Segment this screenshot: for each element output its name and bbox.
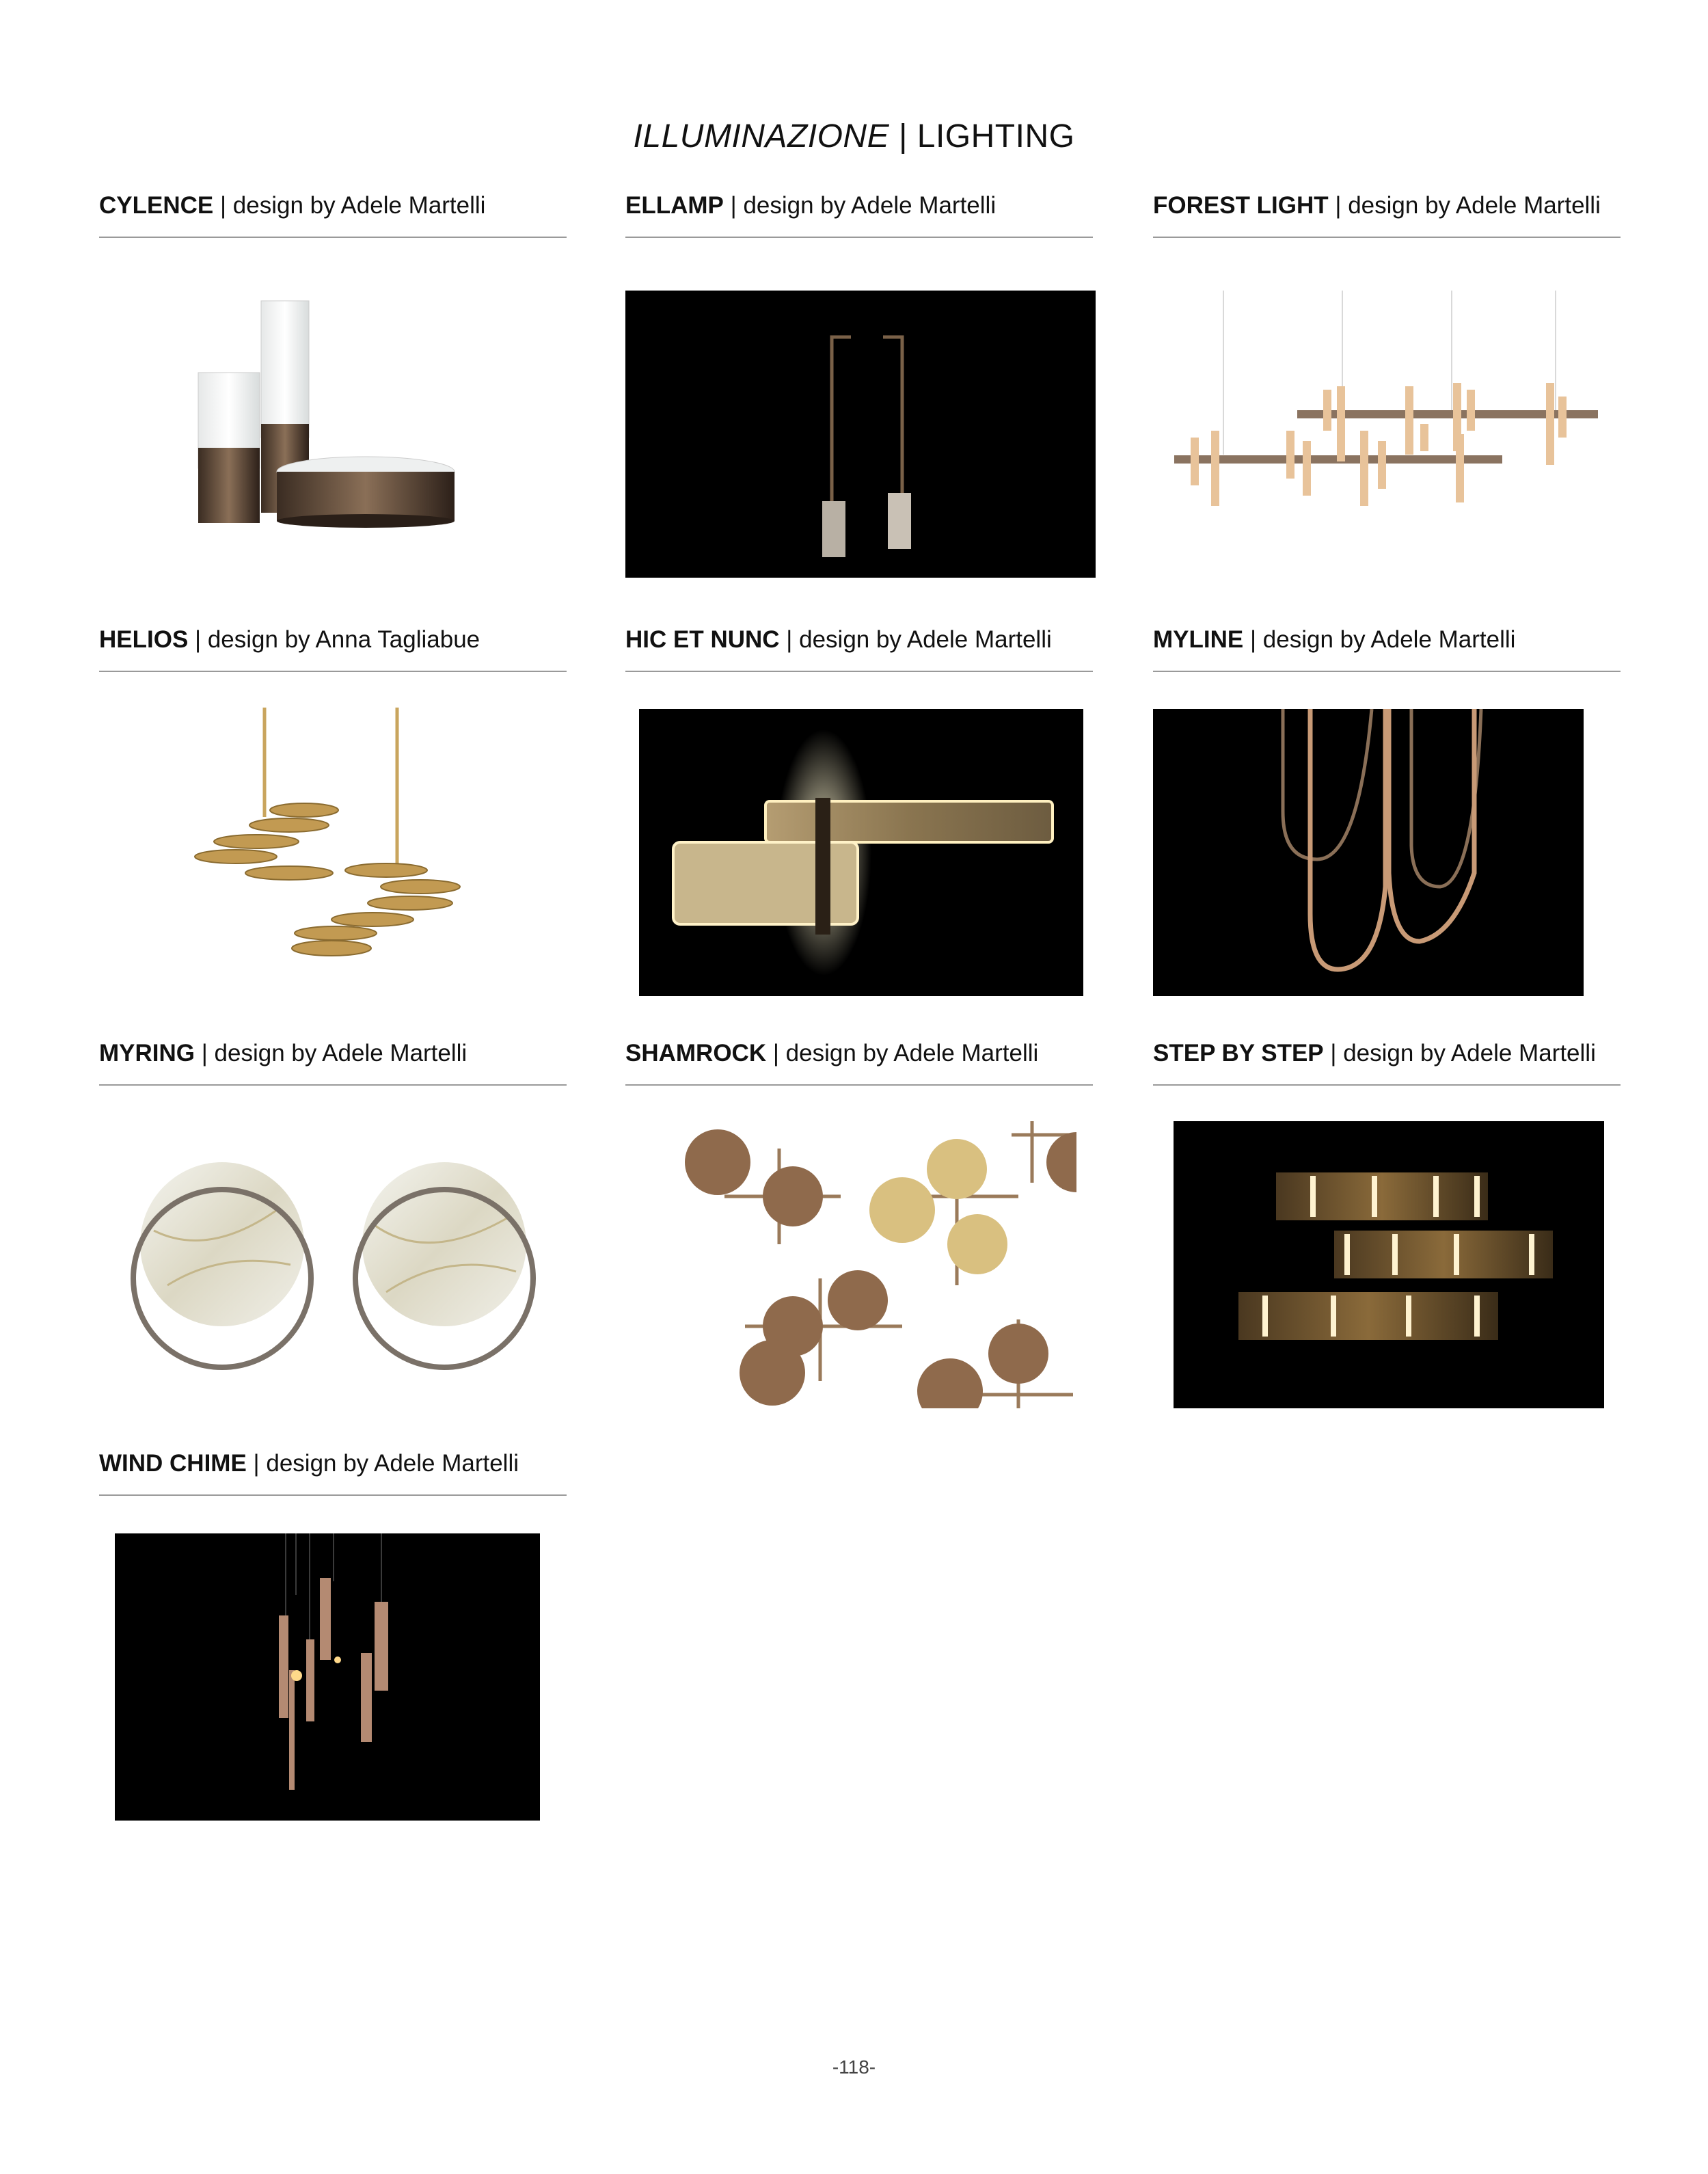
helios-image	[174, 708, 482, 964]
hic-et-nunc-image	[639, 709, 1083, 996]
heading-separator: |	[766, 1040, 786, 1066]
heading-separator: |	[1323, 1040, 1344, 1066]
product-credit: design by Adele Martelli	[799, 626, 1052, 653]
heading-separator: |	[188, 626, 208, 653]
product-hic-et-nunc	[625, 626, 1093, 672]
product-credit: design by Adele Martelli	[1262, 626, 1516, 653]
heading-separator: |	[1328, 192, 1348, 219]
page-title-rest: LIGHTING	[917, 118, 1075, 155]
product-heading	[625, 626, 1093, 672]
product-heading	[1153, 1039, 1621, 1086]
forest-light-image	[1162, 287, 1613, 533]
product-name: MYRING	[99, 1040, 195, 1066]
page-title	[0, 118, 1708, 155]
myring-image	[126, 1149, 550, 1381]
heading-separator: |	[213, 192, 233, 219]
step-by-step-image	[1174, 1121, 1604, 1408]
product-credit: design by Adele Martelli	[214, 1040, 467, 1066]
product-credit: design by Adele Martelli	[785, 1040, 1039, 1066]
product-ellamp	[625, 191, 1093, 238]
product-shamrock	[625, 1039, 1093, 1086]
product-name: SHAMROCK	[625, 1040, 767, 1066]
product-step-by-step	[1153, 1039, 1621, 1086]
product-cylence	[99, 191, 567, 238]
product-heading	[1153, 626, 1621, 672]
product-credit: design by Adele Martelli	[743, 192, 997, 219]
product-name: HELIOS	[99, 626, 189, 653]
heading-separator: |	[246, 1450, 267, 1477]
product-name: MYLINE	[1153, 626, 1244, 653]
product-name: CYLENCE	[99, 192, 214, 219]
product-heading	[625, 1039, 1093, 1086]
product-forest-light	[1153, 191, 1621, 238]
product-heading	[1153, 191, 1621, 238]
product-heading	[99, 191, 567, 238]
product-name: WIND CHIME	[99, 1450, 247, 1477]
page-number: -118-	[832, 2056, 876, 2078]
product-credit: design by Adele Martelli	[1343, 1040, 1596, 1066]
ellamp-image	[625, 291, 1096, 578]
heading-separator: |	[779, 626, 800, 653]
heading-separator: |	[1243, 626, 1263, 653]
heading-separator: |	[723, 192, 744, 219]
product-myring	[99, 1039, 567, 1086]
heading-separator: |	[195, 1040, 215, 1066]
product-credit: design by Adele Martelli	[266, 1450, 519, 1477]
product-heading	[99, 626, 567, 672]
product-credit: design by Adele Martelli	[1348, 192, 1601, 219]
myline-image	[1153, 709, 1584, 996]
product-name: STEP BY STEP	[1153, 1040, 1324, 1066]
page-title-separator: |	[889, 118, 917, 155]
page-title-italic: ILLUMINAZIONE	[633, 118, 890, 155]
product-myline	[1153, 626, 1621, 672]
product-credit: design by Adele Martelli	[232, 192, 486, 219]
product-heading	[99, 1449, 567, 1496]
product-heading	[625, 191, 1093, 238]
cylence-image	[157, 287, 485, 533]
product-wind-chime	[99, 1449, 567, 1496]
product-credit: design by Anna Tagliabue	[207, 626, 480, 653]
product-name: ELLAMP	[625, 192, 724, 219]
product-heading	[99, 1039, 567, 1086]
wind-chime-image	[115, 1533, 540, 1821]
product-name: HIC ET NUNC	[625, 626, 780, 653]
product-helios	[99, 626, 567, 672]
product-name: FOREST LIGHT	[1153, 192, 1329, 219]
shamrock-image	[677, 1121, 1076, 1408]
